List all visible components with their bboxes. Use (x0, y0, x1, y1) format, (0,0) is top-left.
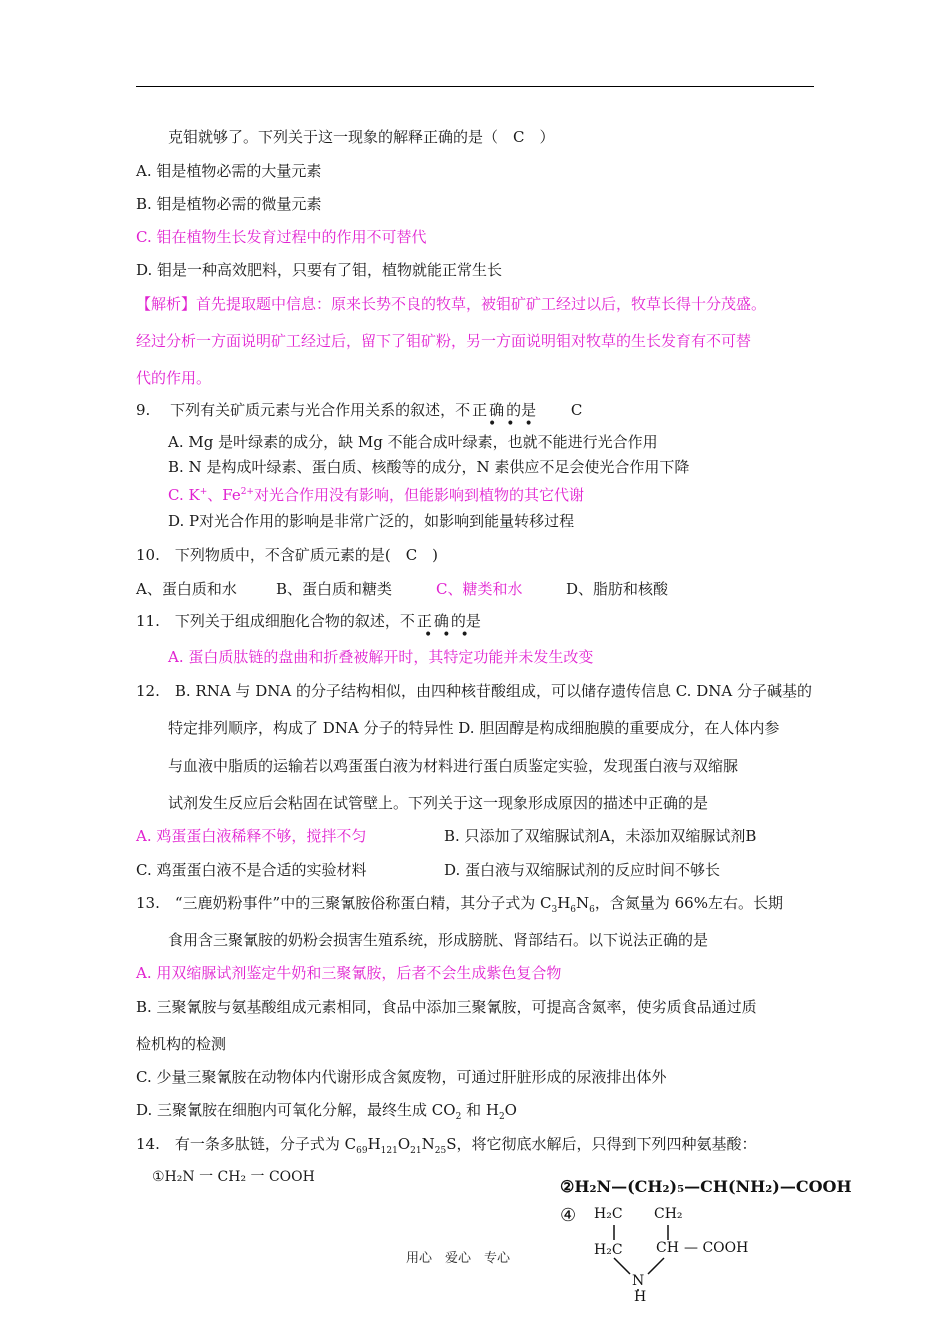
q9-emphasis-text: 不正确 (455, 401, 507, 419)
q9-stem-post: 的是 C (506, 401, 583, 419)
bond-bottom-left (614, 1258, 630, 1274)
q13-line2: 食用含三聚氰胺的奶粉会损害生殖系统，形成膀胱、肾部结石。以下说法正确的是 (168, 931, 709, 949)
proline-n: N (632, 1273, 645, 1289)
q9c-fe-sup: 2+ (240, 487, 254, 497)
q9c-k: C. K (168, 486, 200, 504)
q11-stem-pre: 11. 下列关于组成细胞化合物的叙述， (136, 612, 400, 630)
q12-line4: 试剂发生反应后会粘固在试管壁上。下列关于这一现象形成原因的描述中正确的是 (168, 794, 709, 812)
q10-stem: 10. 下列物质中，不含矿质元素的是( C ) (136, 546, 439, 564)
q9-option-b: B. N 是构成叶绿素、蛋白质、核酸等的成分，N 素供应不足会使光合作用下降 (168, 458, 690, 476)
q14-sub2: 121 (380, 1146, 398, 1156)
q9-option-a: A. Mg 是叶绿素的成分，缺 Mg 不能合成叶绿素，也就不能进行光合作用 (168, 433, 658, 451)
emphasis-dots-q11: ••• (424, 627, 479, 643)
q8-option-d: D. 钼是一种高效肥料，只要有了钼，植物就能正常生长 (136, 261, 503, 279)
q13-h: H (557, 894, 571, 912)
amino-acid-2: ②H₂N—(CH₂)₅—CH(NH₂)—COOH (560, 1177, 852, 1196)
q11-emphasis: 不正确 (399, 612, 451, 630)
q14-pre: 14. 有一条多肽链，分子式为 C (136, 1135, 357, 1153)
q12-line1: 12. B. RNA 与 DNA 的分子结构相似，由四种核苷酸组成，可以储存遗传信息 C. DNA 分子碱基的 (136, 682, 812, 700)
q12-option-c: C. 鸡蛋蛋白液不是合适的实验材料 (136, 861, 367, 879)
q14-post: S，将它彻底水解后，只得到下列四种氨基酸： (446, 1135, 757, 1153)
header-rule (136, 86, 814, 87)
q13d-pre: D. 三聚氰胺在细胞内可氧化分解，最终生成 CO (136, 1101, 456, 1119)
q9-stem-pre: 9. 下列有关矿质元素与光合作用关系的叙述， (136, 401, 456, 419)
amino-acid-4-number: ④ (560, 1205, 577, 1226)
q13d-end: O (504, 1101, 517, 1119)
q8-option-c-answer: C. 钼在植物生长发育过程中的作用不可替代 (136, 228, 427, 246)
q13-option-b-line1: B. 三聚氰胺与氨基酸组成元素相同，食品中添加三聚氰胺，可提高含氮率，使劣质食品通过质 (136, 998, 757, 1016)
proline-cooh: — COOH (684, 1240, 749, 1256)
q13-option-d (136, 1100, 517, 1127)
q10-option-a: A、蛋白质和水 (136, 580, 237, 598)
q14-sub4: 25 (434, 1146, 447, 1156)
q8-option-b: B. 钼是植物必需的微量元素 (136, 195, 322, 213)
q9c-fe: 、Fe (207, 486, 241, 504)
q8-analysis-line2: 经过分析一方面说明矿工经过后，留下了钼矿粉，另一方面说明钼对牧草的生长发育有不可替 (136, 332, 752, 350)
proline-ch2-top: CH₂ (654, 1206, 683, 1222)
q12-option-a-answer: A. 鸡蛋蛋白液稀释不够，搅拌不匀 (136, 827, 367, 845)
q13-sub2: 6 (570, 905, 577, 915)
q13-option-b-line2: 检机构的检测 (136, 1035, 227, 1053)
proline-ch: CH (656, 1240, 679, 1256)
q13-option-a-answer: A. 用双缩脲试剂鉴定牛奶和三聚氰胺，后者不会生成紫色复合物 (136, 964, 562, 982)
proline-h2c-bottom: H₂C (594, 1242, 623, 1258)
q13-n: N (576, 894, 590, 912)
q13-pre: 13. “三鹿奶粉事件”中的三聚氰胺俗称蛋白精，其分子式为 C (136, 894, 552, 912)
q9c-rest: 对光合作用没有影响，但能影响到植物的其它代谢 (253, 486, 584, 504)
q12-line3: 与血液中脂质的运输若以鸡蛋蛋白液为材料进行蛋白质鉴定实验，发现蛋白液与双缩脲 (168, 757, 739, 775)
q14-stem (136, 1134, 756, 1161)
q13-post: ，含氮量为 66%左右。长期 (594, 894, 783, 912)
q11-option-a-answer: A. 蛋白质肽链的盘曲和折叠被解开时，其特定功能并未发生改变 (168, 648, 594, 666)
q8-analysis-line1: 【解析】首先提取题中信息：原来长势不良的牧草，被钼矿矿工经过以后，牧草长得十分茂盛。 (136, 295, 767, 313)
q12-line2: 特定排列顺序，构成了 DNA 分子的特异性 D. 胆固醇是构成细胞膜的重要成分，在人体内参 (168, 719, 780, 737)
q8-option-a: A. 钼是植物必需的大量元素 (136, 162, 322, 180)
q13d-sub: 2 (455, 1112, 462, 1122)
q14-o: O (397, 1135, 411, 1153)
q14-n: N (421, 1135, 435, 1153)
q10-option-b: B、蛋白质和糖类 (276, 580, 393, 598)
q13-sub3: 6 (589, 905, 595, 915)
q10-option-c-answer: C、糖类和水 (436, 580, 523, 598)
proline-h2c-top: H₂C (594, 1206, 623, 1222)
q11-stem-post: 的是 (450, 612, 481, 630)
q13-option-c: C. 少量三聚氰胺在动物体内代谢形成含氮废物，可通过肝脏形成的尿液排出体外 (136, 1068, 667, 1086)
q14-sub3: 21 (410, 1146, 422, 1156)
q13-sub1: 3 (551, 905, 558, 915)
q12-option-b: B. 只添加了双缩脲试剂A，未添加双缩脲试剂B (444, 827, 757, 845)
q14-sub1: 69 (356, 1146, 368, 1156)
q8-stem-tail: 克钼就够了。下列关于这一现象的解释正确的是（ C ） (168, 128, 555, 146)
q9c-k-sup: + (199, 487, 208, 497)
q12-option-d: D. 蛋白液与双缩脲试剂的反应时间不够长 (444, 861, 721, 879)
q14-h: H (367, 1135, 381, 1153)
q9-option-c-answer (168, 482, 584, 505)
page-footer: 用心 爱心 专心 (406, 1251, 511, 1266)
q9-option-d: D. P对光合作用的影响是非常广泛的，如影响到能量转移过程 (168, 512, 575, 530)
q8-analysis-line3: 代的作用。 (136, 369, 212, 387)
proline-ring-bonds (590, 1200, 720, 1300)
q13d-mid: 和 H (461, 1101, 499, 1119)
q10-option-d: D、脂肪和核酸 (566, 580, 669, 598)
emphasis-dots-q9: ••• (488, 416, 543, 432)
amino-acid-1: ①H₂N 一 CH₂ 一 COOH (152, 1169, 315, 1185)
bond-bottom-right (648, 1258, 664, 1274)
proline-h: H (634, 1289, 647, 1305)
q13d-sub2: 2 (498, 1112, 505, 1122)
q13-line1 (136, 893, 783, 920)
